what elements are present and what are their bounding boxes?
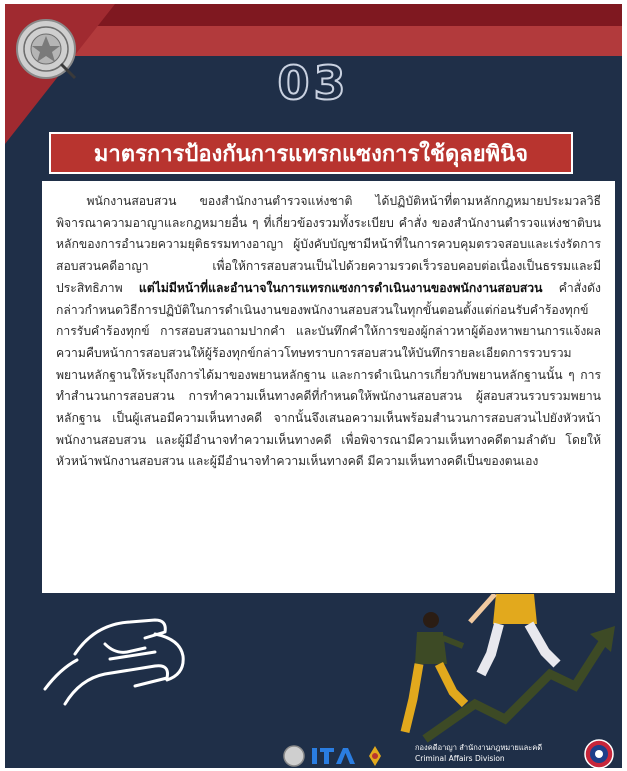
ministry-emblem-icon (369, 746, 381, 766)
illustration (5, 594, 622, 744)
section-number: 03 (277, 56, 350, 110)
top-band-secondary (5, 26, 622, 56)
page-title: มาตรการป้องกันการแทรกแซงการใช้ดุลยพินิจ (93, 141, 529, 167)
footer-logos (280, 742, 400, 768)
ita-logo-icon (312, 748, 355, 764)
body-text-emphasis: แต่ไม่มีหน้าที่และอำนาจในการแทรกแซงการดำเนินงานของพนักงานสอบสวน (138, 280, 543, 295)
content-card (42, 181, 615, 593)
division-badge-icon (583, 738, 615, 768)
body-text-details: คำสั่งดังกล่าวกำหนดวิธีการปฏิบัติในการดำเนินงานของพนักงานสอบสวนในทุกขั้นตอนตั้งแต่ก่อนรับคำร้องทุกข์ การรับคำร้องทุกข์ การสอบสวนถามปากคำ และบันทึกคำให้การของผู้กล่าวหาผู้ต้องหาพยานการแจ้งผลความคืบหน้าการสอบสวนให้ผู้ร้องทุกข์กล่าวโทษทราบการสอบสวนให้บันทึกรายละเอียดการรวบรวมพยานหลักฐานให้ระบุถึงการได้มาของพยานหลักฐาน และการดำเนินการเกี่ยวกับพยานหลักฐานนั้น ๆ การทำสำนวนการสอบสวน การทำความเห็นทางคดีที่กำหนดให้พนักงานสอบสวน ผู้สอบสวนรวบรวมพยานหลักฐาน เป็นผู้เสนอมีความเห็นทางคดี จากนั้นจึงเสนอความเห็นพร้อมสำนวนการสอบสวนไปยังหัวหน้าพนักงานสอบสวน และผู้มีอำนาจทำความเห็นทางคดี เพื่อพิจารณามีความเห็นทางคดีตามลำดับ โดยให้หัวหน้าพนักงานสอบสวน และผู้มีอำนาจทำความเห็นทางคดี มีความเห็นทางคดีเป็นของตนเอง (56, 280, 601, 469)
poster (5, 4, 622, 768)
footer-org (415, 742, 575, 764)
footer-org-thai: กองคดีอาญา สำนักงานกฎหมายและคดี (415, 743, 543, 752)
title-banner (49, 132, 573, 174)
handshake-icon (45, 620, 183, 704)
footer-seal-icon (284, 746, 304, 766)
body-text-intro: พนักงานสอบสวน ของสำนักงานตำรวจแห่งชาติ ได้ปฏิบัติหน้าที่ตามหลักกฎหมายประมวลวิธีพิจารณาความอาญาและกฎหมายอื่น ๆ ที่เกี่ยวข้องรวมทั้งระเบียบ คำสั่ง ของสำนักงานตำรวจแห่งชาติบนหลักของการอำนวยความยุติธรรมทางอาญา ผู้บังคับบัญชามีหน้าที่ในการควบคุมตรวจสอบและเร่งรัดการสอบสวนคดีอาญา เพื่อให้การสอบสวนเป็นไปด้วยความรวดเร็วรอบคอบต่อเนื่องเป็นธรรมและมีประสิทธิภาพ (56, 194, 601, 295)
body-paragraph (56, 191, 601, 473)
helping-person-figure (470, 594, 557, 674)
footer-org-english: Criminal Affairs Division (415, 754, 505, 763)
